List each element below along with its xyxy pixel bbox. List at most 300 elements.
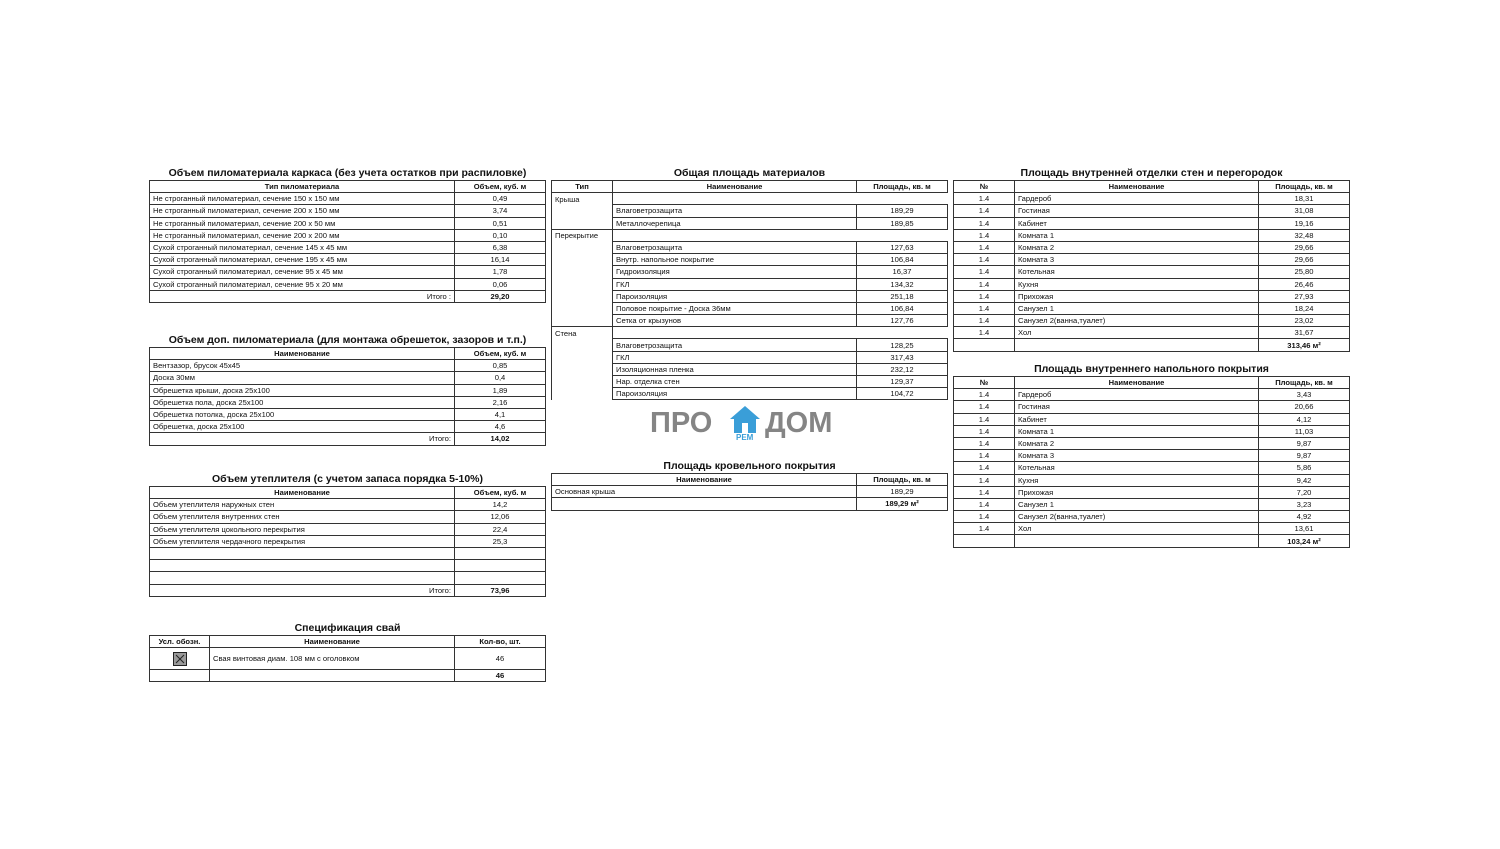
table-row <box>552 339 948 351</box>
row-value: 0,49 <box>455 193 546 205</box>
table-row <box>954 401 1350 413</box>
table-row <box>552 217 948 229</box>
room-name: Гостиная <box>1015 401 1259 413</box>
material-area: 106,84 <box>857 254 948 266</box>
wall-finishing-section <box>953 167 1350 352</box>
roofing-area-table <box>551 473 948 511</box>
empty-cell <box>857 193 948 205</box>
materials-area-title: Общая площадь материалов <box>673 167 826 179</box>
row-name <box>150 547 455 559</box>
room-name: Гостиная <box>1015 205 1259 217</box>
column-header-name: Наименование <box>613 181 857 193</box>
room-name: Кабинет <box>1015 413 1259 425</box>
table-header-row <box>552 181 948 193</box>
row-number: 1.4 <box>954 498 1015 510</box>
logo-text-left: ПРО <box>650 407 713 439</box>
row-name: Сухой строганный пиломатериал, сечение 95 х 45 мм <box>150 266 455 278</box>
table-row <box>552 266 948 278</box>
column-header-volume: Объем, куб. м <box>455 487 546 499</box>
table-row <box>150 408 546 420</box>
room-area: 19,16 <box>1259 217 1350 229</box>
table-row <box>150 372 546 384</box>
room-name: Котельная <box>1015 462 1259 474</box>
row-value: 25,3 <box>455 535 546 547</box>
material-area: 127,76 <box>857 315 948 327</box>
table-row <box>150 511 546 523</box>
empty-cell <box>954 535 1015 547</box>
room-name: Гардероб <box>1015 193 1259 205</box>
materials-area-rows <box>552 193 948 400</box>
room-area: 11,03 <box>1259 425 1350 437</box>
material-name: Изоляционная пленка <box>613 363 857 375</box>
room-area: 18,31 <box>1259 193 1350 205</box>
table-row <box>954 511 1350 523</box>
group-spacer-cell <box>552 339 613 351</box>
table-row <box>150 396 546 408</box>
row-number: 1.4 <box>954 462 1015 474</box>
empty-cell <box>150 670 210 682</box>
group-spacer-cell <box>552 388 613 400</box>
material-name: Сетка от крызунов <box>613 315 857 327</box>
material-name: Гидроизоляция <box>613 266 857 278</box>
room-name: Гардероб <box>1015 389 1259 401</box>
table-row <box>552 351 948 363</box>
total-value: 189,29 м² <box>857 498 948 510</box>
material-area: 104,72 <box>857 388 948 400</box>
material-name: Влаговетрозащита <box>613 205 857 217</box>
pile-quantity: 46 <box>455 648 546 670</box>
material-name: Пароизоляция <box>613 388 857 400</box>
material-name: Влаговетрозащита <box>613 339 857 351</box>
logo-subtext: РЕМ <box>736 433 754 442</box>
table-row <box>954 278 1350 290</box>
row-number: 1.4 <box>954 474 1015 486</box>
group-type: Перекрытие <box>552 229 613 241</box>
room-name: Санузел 2(ванна,туалет) <box>1015 511 1259 523</box>
room-area: 26,46 <box>1259 278 1350 290</box>
flooring-rows <box>954 389 1350 535</box>
column-header-number: № <box>954 377 1015 389</box>
table-row <box>150 535 546 547</box>
material-area: 134,32 <box>857 278 948 290</box>
room-name: Комната 2 <box>1015 437 1259 449</box>
column-header-name: Наименование <box>1015 377 1259 389</box>
row-name: Объем утеплителя цокольного перекрытия <box>150 523 455 535</box>
group-spacer-cell <box>552 266 613 278</box>
row-name: Сухой строганный пиломатериал, сечение 145 х 45 мм <box>150 241 455 253</box>
empty-cell <box>954 339 1015 351</box>
room-name: Санузел 1 <box>1015 498 1259 510</box>
flooring-table <box>953 376 1350 548</box>
pile-symbol-cell <box>150 648 210 670</box>
table-header-row <box>954 377 1350 389</box>
table-row <box>552 388 948 400</box>
group-spacer-cell <box>552 254 613 266</box>
group-spacer-cell <box>552 241 613 253</box>
total-row <box>150 670 546 682</box>
row-name <box>150 560 455 572</box>
empty-cell <box>552 498 857 510</box>
room-area: 31,67 <box>1259 327 1350 339</box>
column-header-type: Тип пиломатериала <box>150 181 455 193</box>
row-value: 14,2 <box>455 499 546 511</box>
total-value: 46 <box>455 670 546 682</box>
insulation-table <box>149 486 546 597</box>
material-area: 129,37 <box>857 376 948 388</box>
material-name: Пароизоляция <box>613 290 857 302</box>
material-name: Внутр. напольное покрытие <box>613 254 857 266</box>
row-number: 1.4 <box>954 217 1015 229</box>
row-value: 0,85 <box>455 360 546 372</box>
table-row <box>954 302 1350 314</box>
row-value: 4,6 <box>455 421 546 433</box>
column-header-area: Площадь, кв. м <box>857 181 948 193</box>
table-row <box>954 498 1350 510</box>
row-number: 1.4 <box>954 193 1015 205</box>
table-row <box>150 266 546 278</box>
insulation-title: Объем утеплителя (с учетом запаса порядка 5-10%) <box>211 473 484 485</box>
total-row <box>150 290 546 302</box>
table-row <box>552 486 948 498</box>
table-row <box>954 523 1350 535</box>
additional-lumber-rows <box>150 360 546 433</box>
room-name: Санузел 1 <box>1015 302 1259 314</box>
column-header-name: Наименование <box>210 636 455 648</box>
empty-cell <box>613 193 857 205</box>
framing-lumber-section <box>149 167 546 303</box>
pile-name: Свая винтовая диам. 108 мм с оголовком <box>210 648 455 670</box>
room-area: 27,93 <box>1259 290 1350 302</box>
row-value: 4,1 <box>455 408 546 420</box>
framing-lumber-rows <box>150 193 546 291</box>
total-row <box>954 339 1350 351</box>
material-area: 128,25 <box>857 339 948 351</box>
table-row <box>150 241 546 253</box>
table-row <box>954 266 1350 278</box>
table-row <box>552 363 948 375</box>
table-row <box>954 315 1350 327</box>
room-name: Кухня <box>1015 278 1259 290</box>
table-row <box>150 572 546 584</box>
pile-symbol-icon <box>173 652 187 666</box>
table-row <box>954 389 1350 401</box>
group-spacer-cell <box>552 278 613 290</box>
row-name: Не строганный пиломатериал, сечение 200 х 150 мм <box>150 205 455 217</box>
room-name: Кабинет <box>1015 217 1259 229</box>
total-label: Итого : <box>150 290 455 302</box>
column-header-name: Наименование <box>150 487 455 499</box>
row-name: Вентзазор, брусок 45х45 <box>150 360 455 372</box>
table-row <box>552 254 948 266</box>
column-header-symbol: Усл. обозн. <box>150 636 210 648</box>
row-number: 1.4 <box>954 437 1015 449</box>
row-number: 1.4 <box>954 205 1015 217</box>
table-row <box>552 278 948 290</box>
material-area: 16,37 <box>857 266 948 278</box>
row-number: 1.4 <box>954 523 1015 535</box>
total-label: Итого: <box>150 433 455 445</box>
room-name: Прихожая <box>1015 486 1259 498</box>
column-header-number: № <box>954 181 1015 193</box>
additional-lumber-section <box>149 334 546 446</box>
table-header-row <box>150 636 546 648</box>
column-header-type: Тип <box>552 181 613 193</box>
group-spacer-cell <box>552 351 613 363</box>
row-number: 1.4 <box>954 413 1015 425</box>
empty-cell <box>1015 339 1259 351</box>
row-value: 0,10 <box>455 229 546 241</box>
row-value: 6,38 <box>455 241 546 253</box>
table-row <box>150 523 546 535</box>
pro-dom-logo <box>650 404 850 444</box>
row-value: 3,74 <box>455 205 546 217</box>
table-row <box>552 302 948 314</box>
column-header-name: Наименование <box>150 348 455 360</box>
additional-lumber-title: Объем доп. пиломатериала (для монтажа обрешеток, зазоров и т.п.) <box>168 334 527 346</box>
row-number: 1.4 <box>954 315 1015 327</box>
group-spacer-cell <box>552 205 613 217</box>
table-row <box>954 425 1350 437</box>
table-row <box>552 241 948 253</box>
table-header-row <box>150 487 546 499</box>
material-area: 232,12 <box>857 363 948 375</box>
insulation-section <box>149 473 546 597</box>
group-spacer-cell <box>552 302 613 314</box>
room-name: Комната 1 <box>1015 229 1259 241</box>
wall-finishing-title: Площадь внутренней отделки стен и перегородок <box>1020 167 1283 179</box>
row-value <box>455 560 546 572</box>
room-name: Комната 2 <box>1015 241 1259 253</box>
roof-area: 189,29 <box>857 486 948 498</box>
table-row <box>150 205 546 217</box>
piles-section <box>149 622 546 682</box>
material-area: 317,43 <box>857 351 948 363</box>
row-number: 1.4 <box>954 266 1015 278</box>
room-name: Санузел 2(ванна,туалет) <box>1015 315 1259 327</box>
material-area: 251,18 <box>857 290 948 302</box>
column-header-area: Площадь, кв. м <box>1259 377 1350 389</box>
row-value: 2,16 <box>455 396 546 408</box>
table-row <box>150 384 546 396</box>
material-name: Влаговетрозащита <box>613 241 857 253</box>
row-name: Сухой строганный пиломатериал, сечение 95 х 20 мм <box>150 278 455 290</box>
framing-lumber-title: Объем пиломатериала каркаса (без учета остатков при распиловке) <box>168 167 527 179</box>
empty-cell <box>613 229 857 241</box>
row-value: 0,4 <box>455 372 546 384</box>
room-area: 9,87 <box>1259 437 1350 449</box>
table-row <box>150 648 546 670</box>
group-spacer-cell <box>552 376 613 388</box>
table-row <box>150 421 546 433</box>
empty-cell <box>857 327 948 339</box>
row-value: 1,89 <box>455 384 546 396</box>
row-number: 1.4 <box>954 389 1015 401</box>
total-value: 103,24 м² <box>1259 535 1350 547</box>
row-name: Не строганный пиломатериал, сечение 200 х 200 мм <box>150 229 455 241</box>
total-label: Итого: <box>150 584 455 596</box>
row-number: 1.4 <box>954 302 1015 314</box>
room-area: 23,02 <box>1259 315 1350 327</box>
room-area: 32,48 <box>1259 229 1350 241</box>
material-area: 106,84 <box>857 302 948 314</box>
table-row <box>150 278 546 290</box>
table-row <box>150 229 546 241</box>
table-row <box>954 254 1350 266</box>
framing-lumber-table <box>149 180 546 303</box>
wall-finishing-table <box>953 180 1350 352</box>
empty-cell <box>857 229 948 241</box>
house-icon <box>729 405 761 435</box>
group-header-row <box>552 229 948 241</box>
column-header-volume: Объем, куб. м <box>455 181 546 193</box>
group-spacer-cell <box>552 290 613 302</box>
table-row <box>552 290 948 302</box>
row-number: 1.4 <box>954 425 1015 437</box>
table-row <box>954 229 1350 241</box>
flooring-title: Площадь внутреннего напольного покрытия <box>1034 363 1269 375</box>
table-row <box>954 241 1350 253</box>
table-row <box>150 547 546 559</box>
room-area: 31,08 <box>1259 205 1350 217</box>
column-header-volume: Объем, куб. м <box>455 348 546 360</box>
empty-cell <box>613 327 857 339</box>
row-name <box>150 572 455 584</box>
room-name: Котельная <box>1015 266 1259 278</box>
room-area: 3,23 <box>1259 498 1350 510</box>
group-spacer-cell <box>552 315 613 327</box>
row-value <box>455 572 546 584</box>
row-value: 22,4 <box>455 523 546 535</box>
room-area: 25,80 <box>1259 266 1350 278</box>
roofing-area-title: Площадь кровельного покрытия <box>663 460 836 472</box>
room-area: 3,43 <box>1259 389 1350 401</box>
total-row <box>150 584 546 596</box>
table-row <box>150 254 546 266</box>
empty-cell <box>210 670 455 682</box>
materials-area-section <box>551 167 948 400</box>
group-spacer-cell <box>552 217 613 229</box>
total-value: 313,46 м² <box>1259 339 1350 351</box>
piles-title: Спецификация свай <box>294 622 401 634</box>
group-type: Стена <box>552 327 613 339</box>
row-value: 0,06 <box>455 278 546 290</box>
piles-table <box>149 635 546 682</box>
roofing-area-section <box>551 460 948 511</box>
room-area: 13,61 <box>1259 523 1350 535</box>
room-area: 29,66 <box>1259 241 1350 253</box>
row-value: 1,78 <box>455 266 546 278</box>
table-row <box>954 413 1350 425</box>
column-header-name: Наименование <box>552 474 857 486</box>
row-name: Объем утеплителя наружных стен <box>150 499 455 511</box>
row-value <box>455 547 546 559</box>
row-name: Доска 30мм <box>150 372 455 384</box>
room-area: 9,42 <box>1259 474 1350 486</box>
group-type: Крыша <box>552 193 613 205</box>
row-number: 1.4 <box>954 486 1015 498</box>
row-name: Обрешетка потолка, доска 25х100 <box>150 408 455 420</box>
logo-text-right: ДОМ <box>765 407 833 439</box>
row-number: 1.4 <box>954 241 1015 253</box>
room-name: Комната 3 <box>1015 254 1259 266</box>
row-number: 1.4 <box>954 229 1015 241</box>
material-area: 127,63 <box>857 241 948 253</box>
row-name: Не строганный пиломатериал, сечение 200 х 50 мм <box>150 217 455 229</box>
insulation-rows <box>150 499 546 584</box>
table-row <box>954 474 1350 486</box>
row-name: Сухой строганный пиломатериал, сечение 195 х 45 мм <box>150 254 455 266</box>
table-row <box>954 486 1350 498</box>
row-value: 0,51 <box>455 217 546 229</box>
material-name: Нар. отделка стен <box>613 376 857 388</box>
total-value: 14,02 <box>455 433 546 445</box>
column-header-quantity: Кол-во, шт. <box>455 636 546 648</box>
table-header-row <box>552 474 948 486</box>
total-value: 29,20 <box>455 290 546 302</box>
table-row <box>954 462 1350 474</box>
row-name: Объем утеплителя внутренних стен <box>150 511 455 523</box>
row-name: Объем утеплителя чердачного перекрытия <box>150 535 455 547</box>
roof-name: Основная крыша <box>552 486 857 498</box>
row-name: Обрешетка, доска 25х100 <box>150 421 455 433</box>
table-row <box>150 193 546 205</box>
material-area: 189,85 <box>857 217 948 229</box>
flooring-section <box>953 363 1350 548</box>
total-row <box>954 535 1350 547</box>
row-value: 16,14 <box>455 254 546 266</box>
row-number: 1.4 <box>954 450 1015 462</box>
room-area: 20,66 <box>1259 401 1350 413</box>
table-row <box>954 437 1350 449</box>
row-number: 1.4 <box>954 254 1015 266</box>
table-row <box>150 217 546 229</box>
table-row <box>954 290 1350 302</box>
table-header-row <box>150 348 546 360</box>
row-name: Обрешетка пола, доска 25х100 <box>150 396 455 408</box>
room-name: Хол <box>1015 523 1259 535</box>
material-name: Половое покрытие - Доска 36мм <box>613 302 857 314</box>
material-name: Металлочерепица <box>613 217 857 229</box>
total-value: 73,96 <box>455 584 546 596</box>
room-area: 7,20 <box>1259 486 1350 498</box>
table-header-row <box>954 181 1350 193</box>
group-spacer-cell <box>552 363 613 375</box>
room-area: 4,12 <box>1259 413 1350 425</box>
materials-area-table <box>551 180 948 400</box>
table-row <box>150 360 546 372</box>
room-name: Хол <box>1015 327 1259 339</box>
table-header-row <box>150 181 546 193</box>
total-row <box>150 433 546 445</box>
empty-cell <box>1015 535 1259 547</box>
table-row <box>954 217 1350 229</box>
material-name: ГКЛ <box>613 278 857 290</box>
material-name: ГКЛ <box>613 351 857 363</box>
column-header-area: Площадь, кв. м <box>857 474 948 486</box>
table-row <box>954 205 1350 217</box>
room-area: 5,86 <box>1259 462 1350 474</box>
additional-lumber-table <box>149 347 546 446</box>
table-row <box>150 560 546 572</box>
table-row <box>954 450 1350 462</box>
table-row <box>552 376 948 388</box>
room-area: 4,92 <box>1259 511 1350 523</box>
row-number: 1.4 <box>954 290 1015 302</box>
group-header-row <box>552 193 948 205</box>
row-number: 1.4 <box>954 511 1015 523</box>
table-row <box>150 499 546 511</box>
material-area: 189,29 <box>857 205 948 217</box>
